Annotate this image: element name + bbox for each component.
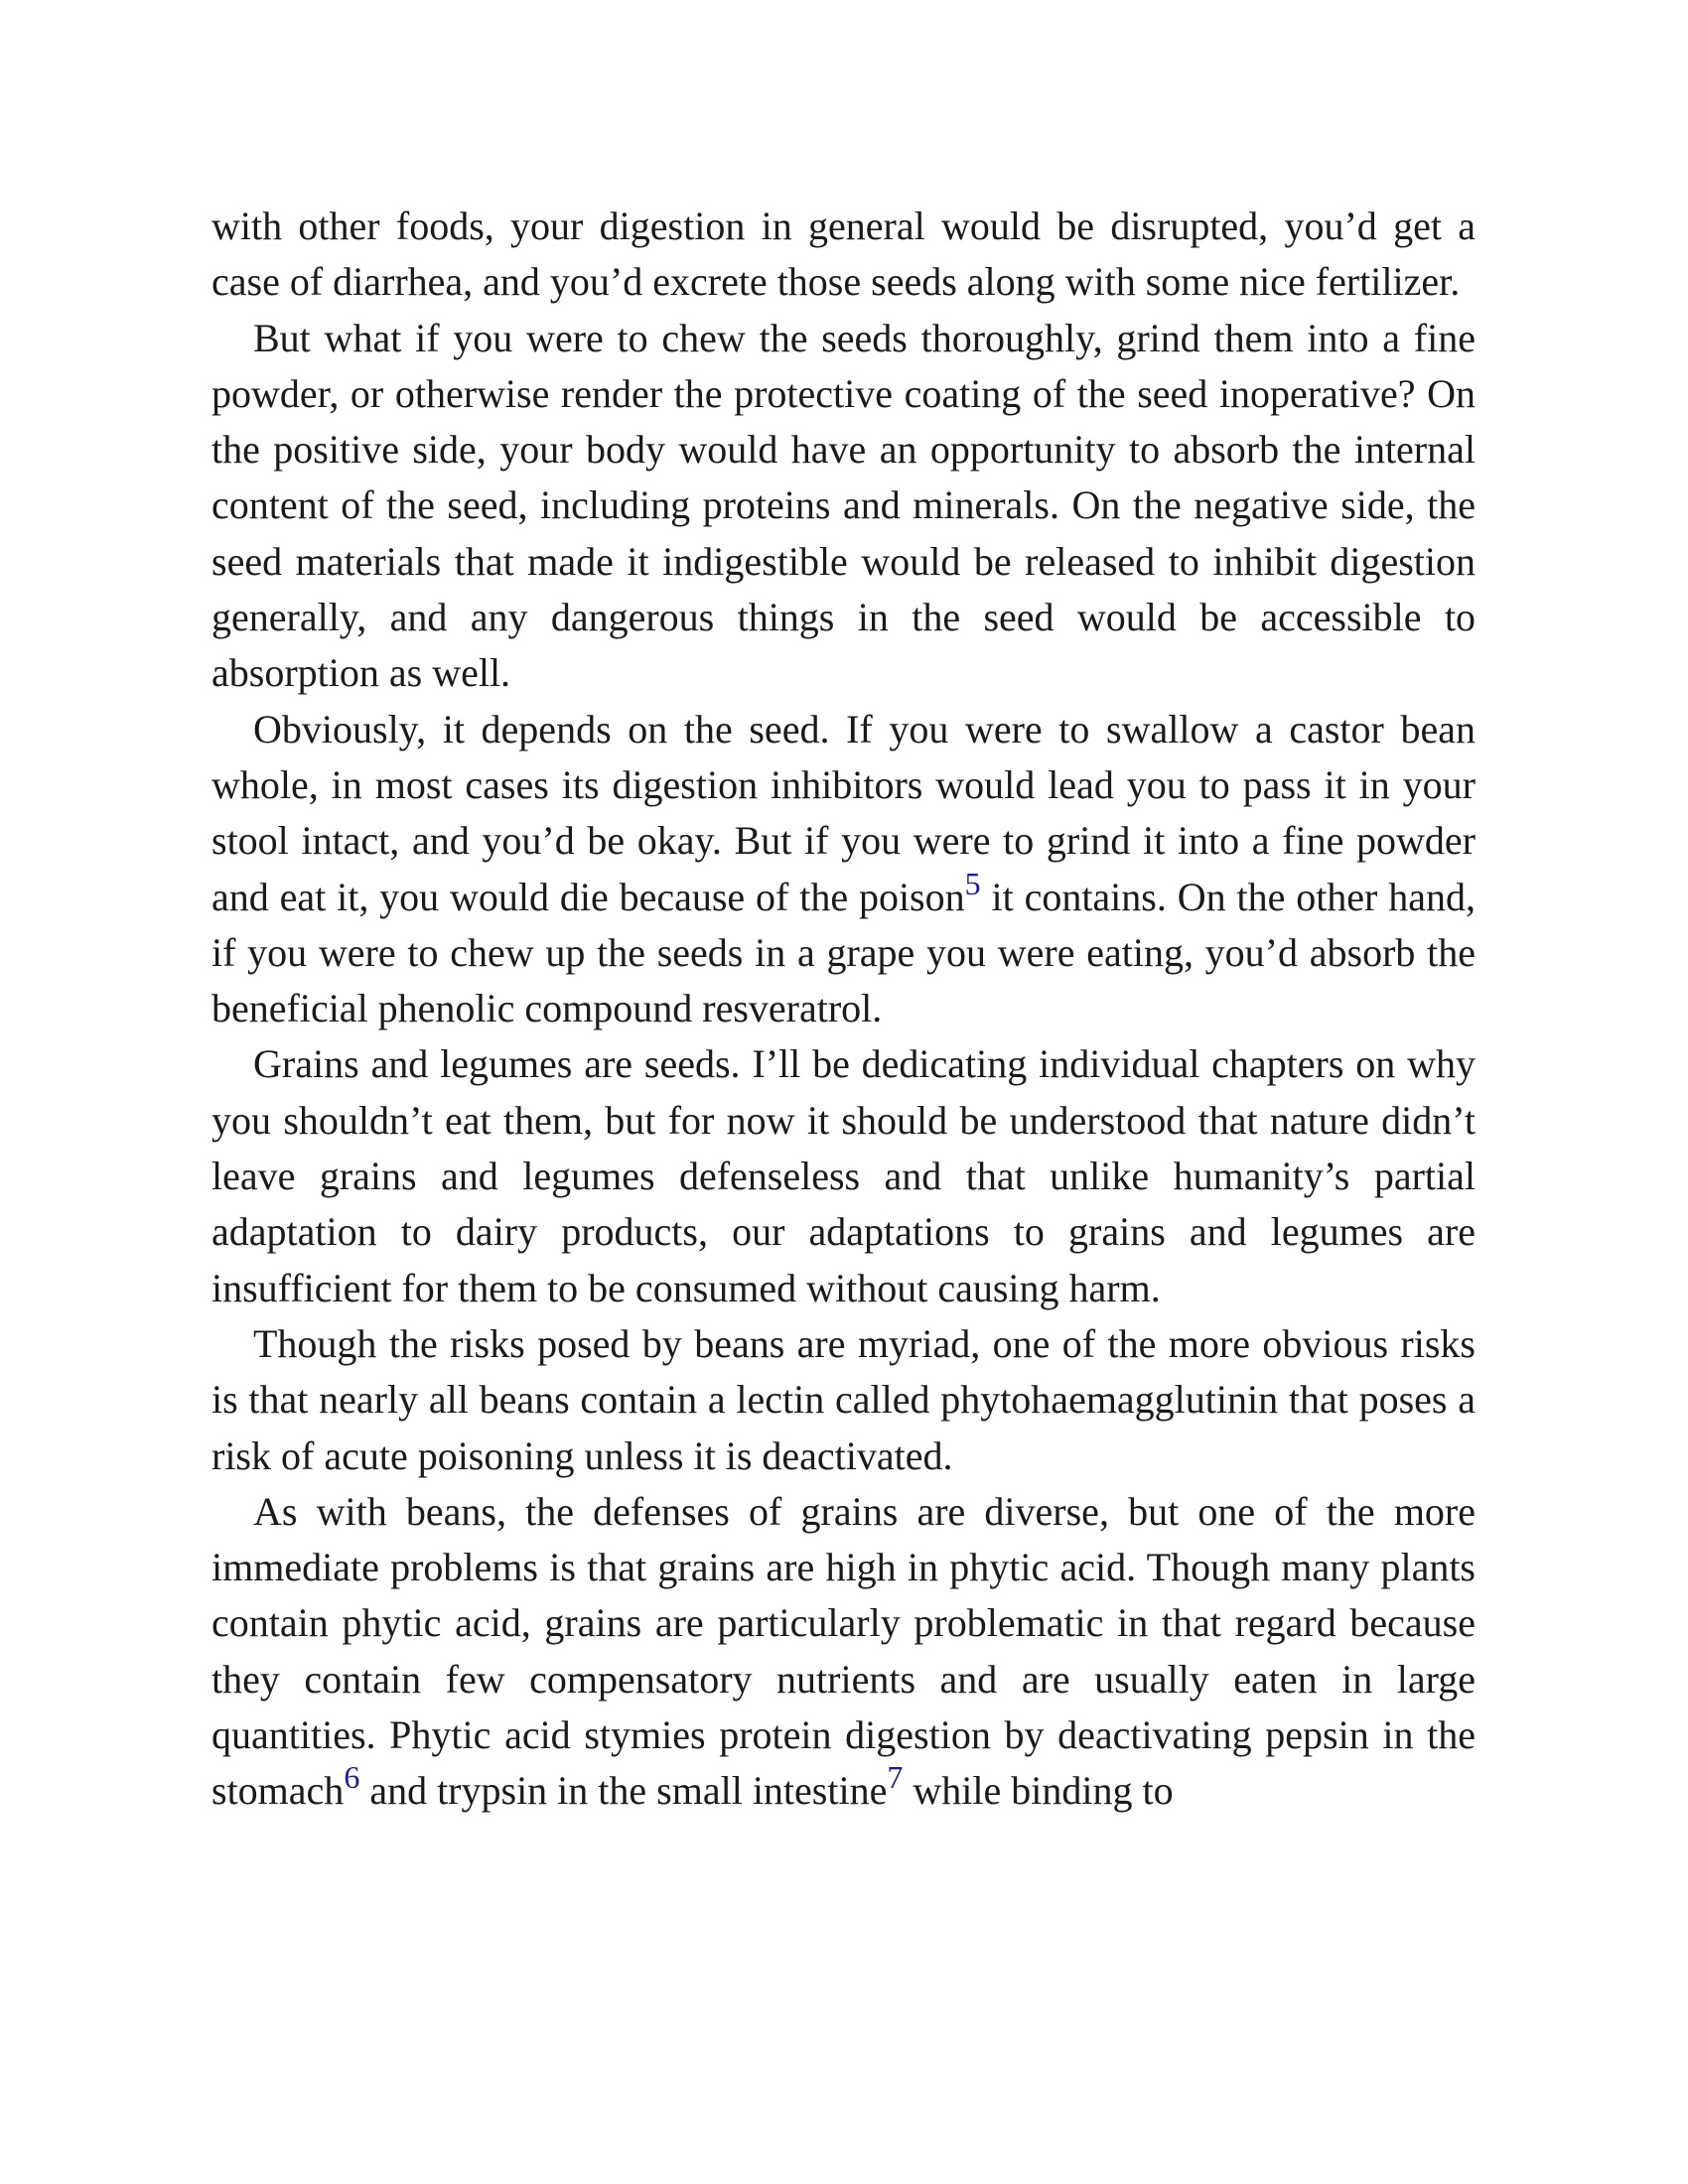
paragraph [211, 311, 1476, 702]
footnote-link-7[interactable]: 7 [887, 1759, 904, 1796]
text-span: Obviously, it depends on the seed. If you were to swallow a castor bean whole, in most cases its digestion inhibitors would lead you to pass it in your stool intact, and you’d be okay. But if you were to grind it into a fine powder and eat it, you would die because of the poison [211, 706, 1476, 919]
paragraph [211, 702, 1476, 1037]
page-body [211, 199, 1476, 1820]
footnote-link-6[interactable]: 6 [344, 1759, 360, 1796]
footnote-link-5[interactable]: 5 [964, 865, 981, 901]
paragraph [211, 1036, 1476, 1315]
text-span: Grains and legumes are seeds. I’ll be dedicating individual chapters on why you shouldn’t eat them, but for now it should be understood that nature didn’t leave grains and legumes defenseless and that unlike humanity’s partial adaptation to dairy products, our adaptations to grains and legumes are insufficient for them to be consumed without causing harm. [211, 1041, 1476, 1310]
text-span: while binding to [903, 1768, 1174, 1814]
text-span: Though the risks posed by beans are myriad, one of the more obvious risks is that nearly all beans contain a lectin called phytohaemagglutinin that poses a risk of acute poisoning unless it is deactivated. [211, 1320, 1476, 1478]
text-span: As with beans, the defenses of grains are diverse, but one of the more immediate problems is that grains are high in phytic acid. Though many plants contain phytic acid, grains are particularly problematic in that regard because they contain few compensatory nutrients and are usually eaten in large quantities. Phytic acid stymies protein digestion by deactivating pepsin in the stomach [211, 1488, 1476, 1814]
paragraph [211, 1484, 1476, 1820]
text-span: with other foods, your digestion in general would be disrupted, you’d get a case of diarrhea, and you’d excrete those seeds along with some nice fertilizer. [211, 204, 1476, 305]
paragraph [211, 199, 1476, 311]
paragraph [211, 1316, 1476, 1484]
text-span: and trypsin in the small intestine [359, 1768, 888, 1814]
text-span: it contains. On the other hand, if you were to chew up the seeds in a grape you were eating, you’d absorb the beneficial phenolic compound resveratrol. [211, 874, 1476, 1031]
text-span: But what if you were to chew the seeds thoroughly, grind them into a fine powder, or otherwise render the protective coating of the seed inoperative? On the positive side, your body would have an opportunity to absorb the internal content of the seed, including proteins and minerals. On the negative side, the seed materials that made it indigestible would be released to inhibit digestion generally, and any dangerous things in the seed would be accessible to absorption as well. [211, 315, 1476, 696]
